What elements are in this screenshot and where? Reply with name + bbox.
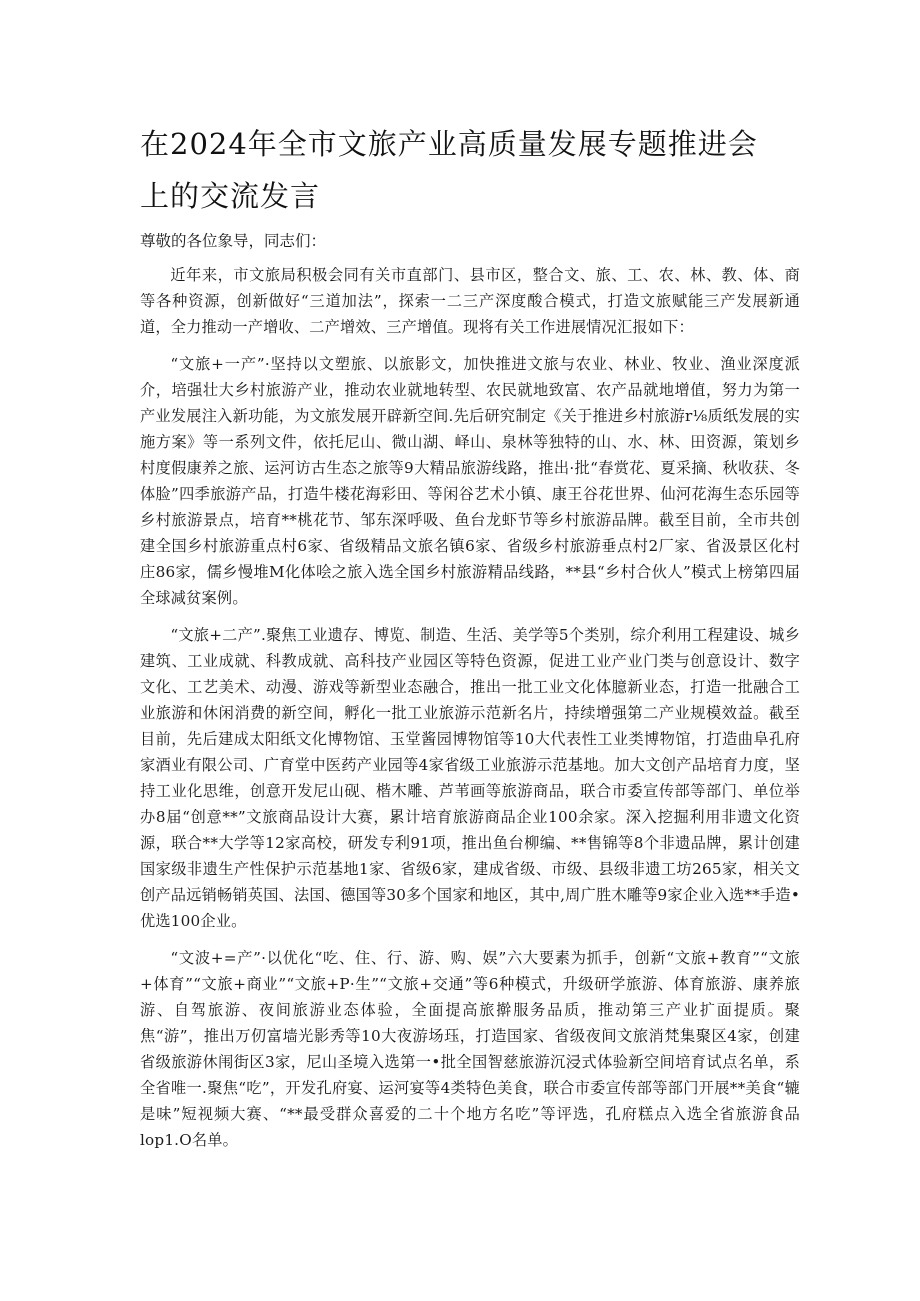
paragraph-intro: 近年来，市文旅局积极会同有关市直部门、县市区，整合文、旅、工、农、林、教、体、商等各种资源，创新做好“三道加法”，探索一二三产深度酸合模式，打造文旅赋能三产发展新通道，全力推动一产增收、二产增效、三产增值。现将有关工作进展情况汇报如下： [140, 266, 800, 336]
paragraph-primary-industry: “文旅+一产”·坚持以文塑旅、以旅影文，加快推进文旅与农业、林业、牧业、渔业深度派介，培强壮大乡村旅游产业，推动农业就地转型、农民就地致富、农产品就地增值，努力为第一产业发展注入新功能，为文旅发展开辟新空间.先后研究制定《关于推进乡村旅游r⅛质纸发展的实施方案》等一系列文件，依托尼山、微山湖、峄山、泉林等独特的山、水、林、田资源，策划乡村度假康养之旅、运河访古生态之旅等9大精品旅游线路，推出·批“春赏花、夏采摘、秋收获、冬体脸”四季旅游产品，打造牛楼花海彩田、等闲谷艺术小镇、康王谷花世界、仙河花海生态乐园等乡村旅游景点，培育**桃花节、邹东深呼吸、鱼台龙虾节等乡村旅游品牌。截至目前，全市共创建全国乡村旅游重点村6家、省级精品文旅名镇6家、省级乡村旅游垂点村2厂家、省汲景区化村庄86家，儒乡慢堆M化体哙之旅入选全国乡村旅游精品线路，**县“乡村合伙人”模式上榜第四届全球减贫案例。 [140, 355, 800, 607]
document-body [140, 262, 800, 1164]
document-title: 在2024年全市文旅产业高质量发展专题推进会上的交流发言 [140, 127, 758, 213]
paragraph-tertiary-industry: “文波+=产”·以优化“吃、住、行、游、购、娱”六大要素为抓手，创新“文旅+教育”“文旅+体育”“文旅+商业”“文旅+P·生”“文旅+交通”等6种模式，升级研学旅游、体育旅游、康养旅游、自驾旅游、夜间旅游业态体验，全面提高旅擀服务品质，推动第三产业扩面提质。聚焦“游”，推出万仞富墙光影秀等10大夜游场珏，打造国家、省级夜间文旅消梵集聚区4家，创建省级旅游休闱街区3家，尼山圣境入选第一•批全国智慈旅游沉浸式体验新空间培育试点名单，系全省唯一.聚焦“吃”，开发孔府宴、运河宴等4类特色美食，联合市委宣传部等部门开展**美食“辘是味”短视频大赛、“**最受群众喜爱的二十个地方名吃”等评选，孔府糕点入选全省旅游食品lop1.O名单。 [140, 949, 800, 1149]
salutation: 尊敬的各位象导，同志们： [140, 232, 327, 250]
paragraph-secondary-industry: “文旅+二产”.聚焦工业遗存、博览、制造、生活、美学等5个类别，综介利用工程建设、城乡建筑、工业成就、科教成就、高科技产业园区等特色资源，促进工业产业门类与创意设计、数字文化、工艺美术、动漫、游戏等新型业态融合，推出一批工业文化体臆新业态，打造一批融合工业旅游和休闲消费的新空间，孵化一批工业旅游示范新名片，持续增强第二产业规模效益。截至目前，先后建成太阳纸文化博物馆、玉堂酱园博物馆等10大代表性工业类博物馆，打造曲阜孔府家酒业有限公司、广育堂中医药产业园等4家省级工业旅游示范基地。加大文创产品培育力度，坚持工业化思维，创意开发尼山砚、楷木雕、芦苇画等旅游商品，联合市委宣传部等部门、单位举办8届“创意**”文旅商品设计大赛，累计培育旅游商品企业100余家。深入挖掘利用非遗文化资源，联合**大学等12家高校，研发专利91项，推出鱼台柳编、**售锦等8个非遗品牌，累计创建国家级非遗生产性保护示范基地1家、省级6家，建成省级、市级、县级非遗工坊265家，相关文创产品远销畅销英国、法国、德国等30多个国家和地区，其中,周广胜木雕等9家企业入选**手造•优选100企业。 [140, 626, 800, 930]
